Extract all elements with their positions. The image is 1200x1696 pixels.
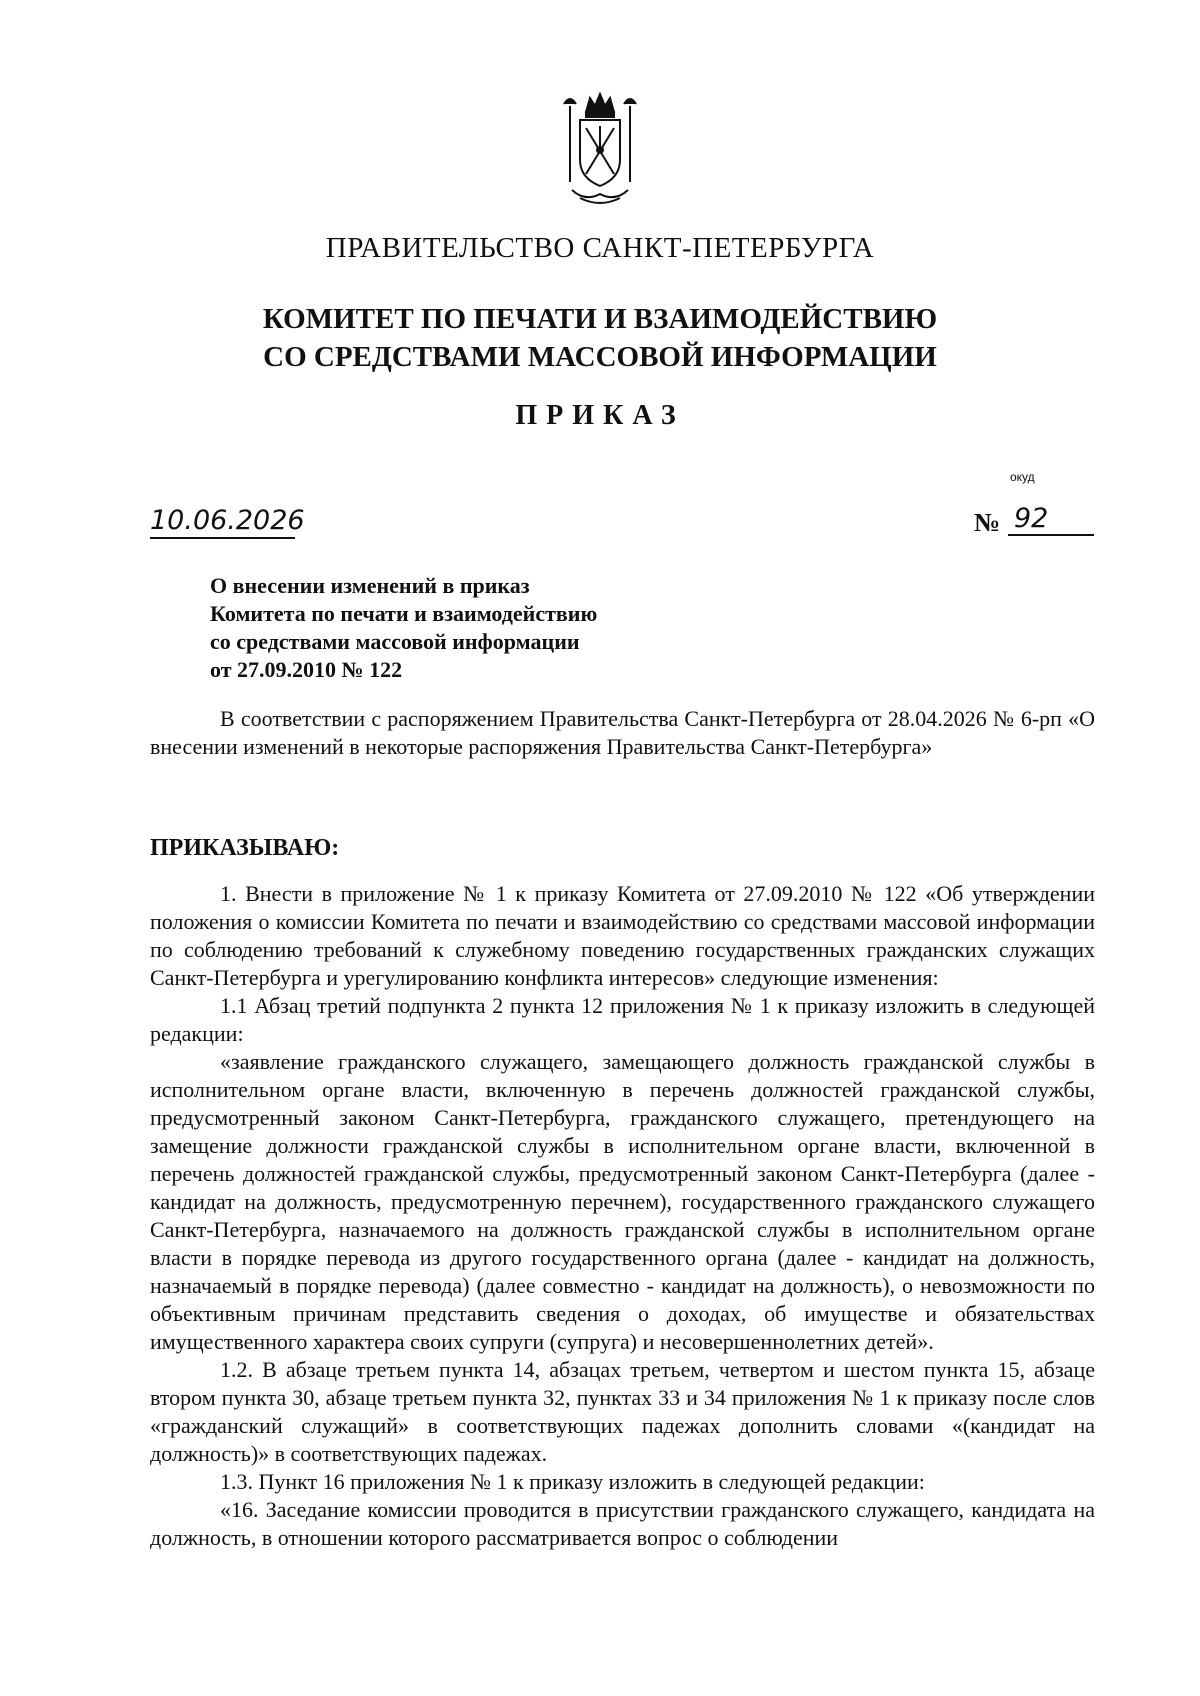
order-number: 92 (1008, 503, 1094, 536)
committee-title-line1: КОМИТЕТ ПО ПЕЧАТИ И ВЗАИМОДЕЙСТВИЮ (262, 303, 938, 335)
paragraph-1-3: 1.3. Пункт 16 приложения № 1 к приказу изложить в следующей редакции: (220, 1469, 925, 1494)
committee-title-line2: СО СРЕДСТВАМИ МАССОВОЙ ИНФОРМАЦИИ (263, 341, 937, 373)
order-body (150, 880, 1095, 1552)
subject-line2: Комитета по печати и взаимодействию (210, 601, 598, 626)
order-subject (210, 572, 830, 684)
preamble-text: В соответствии с распоряжением Правительства Санкт-Петербурга от 28.04.2026 № 6-рп «О внесении изменений в некоторые распоряжения Правительства Санкт-Петербурга» (150, 706, 1095, 759)
paragraph-1-1: 1.1 Абзац третий подпункта 2 пункта 12 приложения № 1 к приказу изложить в следующей редакции: (150, 993, 1095, 1046)
coat-of-arms-icon (550, 90, 650, 210)
government-title: ПРАВИТЕЛЬСТВО САНКТ-ПЕТЕРБУРГА (325, 232, 875, 264)
order-date: 10.06.2026 (150, 505, 295, 539)
document-type: ПРИКАЗ (515, 400, 685, 431)
order-heading: ПРИКАЗЫВАЮ: (150, 835, 340, 861)
subject-line3: со средствами массовой информации (210, 629, 580, 654)
committee-title (0, 300, 1200, 376)
okud-label: окуд (1010, 470, 1035, 484)
paragraph-1-2: 1.2. В абзаце третьем пункта 14, абзацах третьем, четвертом и шестом пункта 15, абзаце втором пункта 30, абзаце третьем пункта 32, пунктах 33 и 34 приложения № 1 к приказу после слов «гражданский служащий» в соответствующих падежах дополнить словами «(кандидат на должность)» в соответствующих падежах. (150, 1357, 1095, 1466)
paragraph-1: 1. Внести в приложение № 1 к приказу Комитета от 27.09.2010 № 122 «Об утверждении положения о комиссии Комитета по печати и взаимодействию со средствами массовой информации по соблюдению требований к служебному поведению государственных гражданских служащих Санкт-Петербурга и урегулированию конфликта интересов» следующие изменения: (150, 881, 1095, 990)
subject-line1: О внесении изменений в приказ (210, 573, 530, 598)
paragraph-1-1-quote: «заявление гражданского служащего, замещающего должность гражданской службы в исполнительном органе власти, включенную в перечень должностей гражданской службы, предусмотренный законом Санкт-Петербурга, гражданского служащего, претендующего на замещение должности гражданской службы в исполнительном органе власти, включенной в перечень должностей гражданской службы, предусмотренный законом Санкт-Петербурга (далее - кандидат на должность, предусмотренную перечнем), государственного гражданского служащего Санкт-Петербурга, назначаемого на должность гражданской службы в исполнительном органе власти в порядке перевода из другого государственного органа (далее - кандидат на должность, назначаемый в порядке перевода) (далее совместно - кандидат на должность), о невозможности по объективным причинам представить сведения о доходах, об имуществе и обязательствах имущественного характера своих супруги (супруга) и несовершеннолетних детей». (150, 1049, 1095, 1354)
preamble (150, 705, 1095, 761)
subject-line4: от 27.09.2010 № 122 (210, 657, 403, 682)
order-number-label: № (974, 508, 1001, 537)
paragraph-1-3-quote: «16. Заседание комиссии проводится в присутствии гражданского служащего, кандидата на должность, в отношении которого рассматривается вопрос о соблюдении (150, 1497, 1095, 1550)
